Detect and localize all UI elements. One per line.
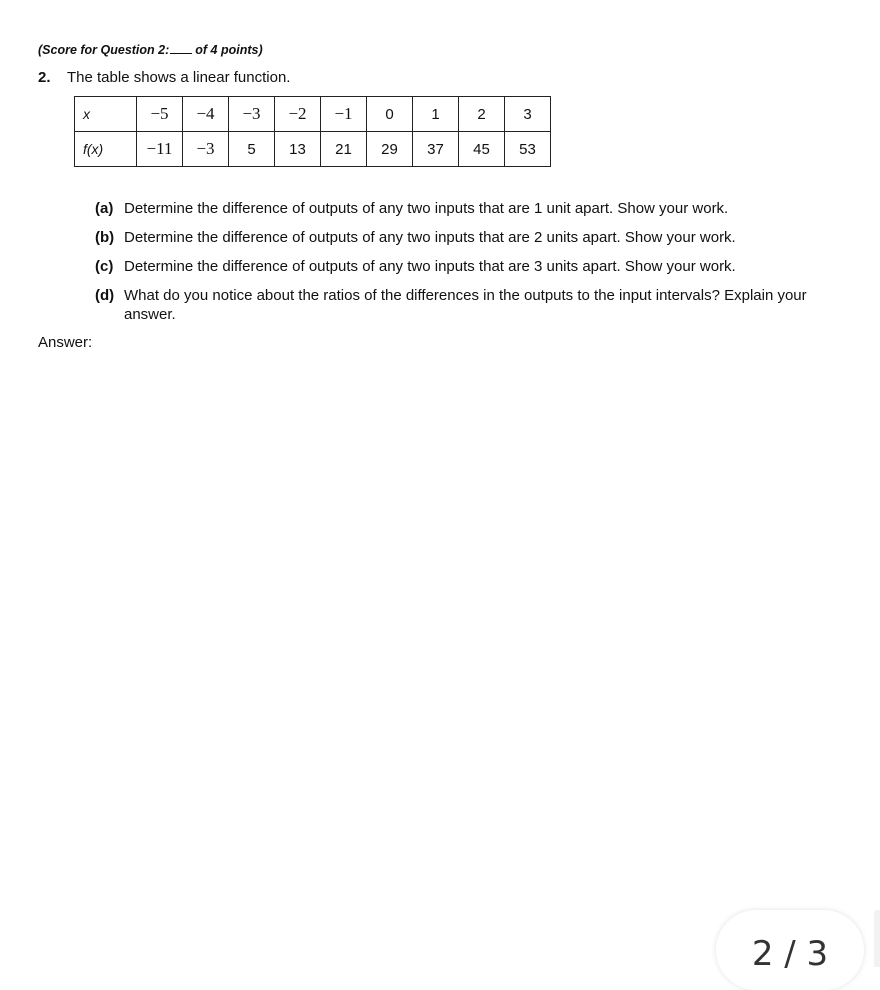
part-c <box>95 257 835 276</box>
part-label: (c) <box>95 258 114 275</box>
fx-cell: 53 <box>505 132 551 167</box>
x-cell: −5 <box>137 97 183 132</box>
part-label: (b) <box>95 229 115 246</box>
score-line <box>38 43 263 57</box>
fx-cell: −11 <box>137 132 183 167</box>
part-text: Determine the difference of outputs of any two inputs that are 3 units apart. Show your work. <box>124 258 736 275</box>
fx-cell: 5 <box>229 132 275 167</box>
score-prefix: (Score for Question 2: <box>38 43 170 57</box>
x-cell: −1 <box>321 97 367 132</box>
question-text: The table shows a linear function. <box>67 69 291 86</box>
part-text: Determine the difference of outputs of any two inputs that are 1 unit apart. Show your work. <box>124 200 729 217</box>
x-cell: −4 <box>183 97 229 132</box>
answer-label: Answer: <box>38 334 93 351</box>
page-indicator[interactable] <box>716 910 864 990</box>
x-cell: −2 <box>275 97 321 132</box>
fx-cell: 37 <box>413 132 459 167</box>
part-b <box>95 228 835 247</box>
part-text: What do you notice about the ratios of the differences in the outputs to the input intervals? Explain your answer. <box>124 287 807 323</box>
x-header: x <box>75 97 137 132</box>
table-row-x <box>75 97 551 132</box>
score-suffix: of 4 points) <box>195 43 263 57</box>
part-d <box>95 286 835 324</box>
fx-header: f(x) <box>75 132 137 167</box>
fx-cell: 21 <box>321 132 367 167</box>
part-label: (a) <box>95 200 114 217</box>
question-number: 2. <box>38 69 51 86</box>
fx-cell: −3 <box>183 132 229 167</box>
edge-tab <box>874 910 880 967</box>
x-cell: 1 <box>413 97 459 132</box>
function-table <box>74 96 551 167</box>
fx-cell: 45 <box>459 132 505 167</box>
part-a <box>95 199 835 218</box>
question-parts <box>95 199 835 334</box>
part-text: Determine the difference of outputs of any two inputs that are 2 units apart. Show your work. <box>124 229 736 246</box>
table-row-fx <box>75 132 551 167</box>
fx-cell: 29 <box>367 132 413 167</box>
x-cell: 2 <box>459 97 505 132</box>
question-prompt <box>38 69 290 86</box>
x-cell: 3 <box>505 97 551 132</box>
x-cell: −3 <box>229 97 275 132</box>
fx-cell: 13 <box>275 132 321 167</box>
score-blank <box>170 43 192 54</box>
part-label: (d) <box>95 287 115 304</box>
page-indicator-text: 2 / 3 <box>751 934 829 974</box>
x-cell: 0 <box>367 97 413 132</box>
